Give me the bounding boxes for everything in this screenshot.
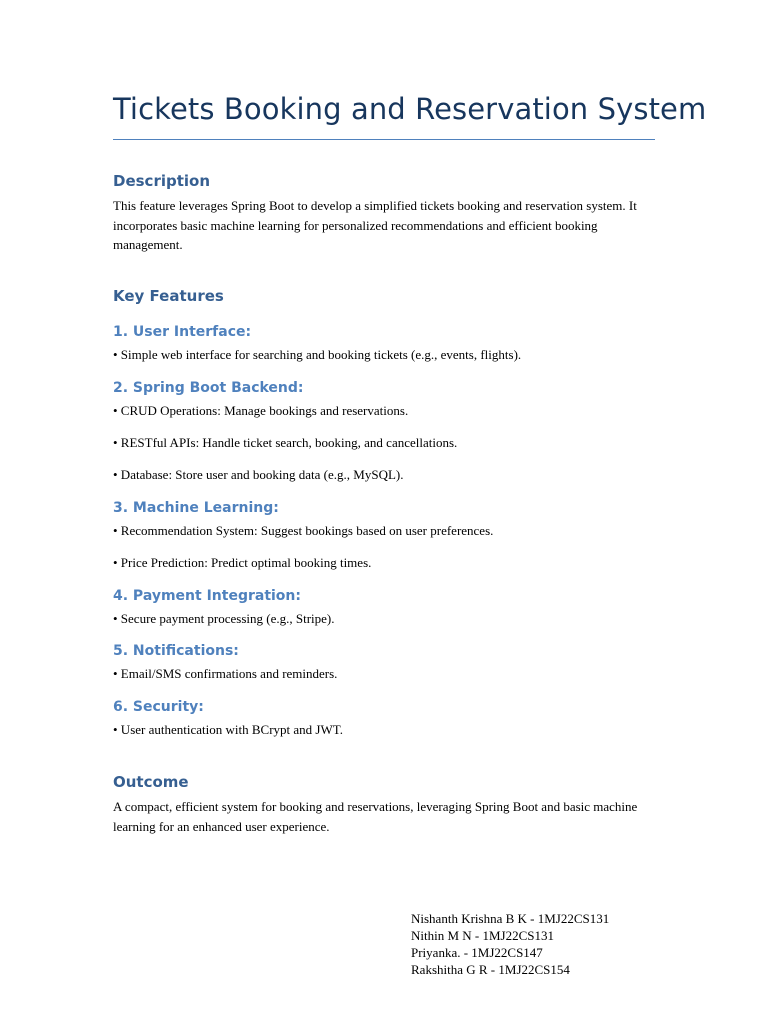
feature-bullet: • Email/SMS confirmations and reminders.	[113, 666, 338, 681]
key-features-heading: Key Features	[113, 287, 224, 305]
outcome-heading: Outcome	[113, 773, 189, 791]
description-text: This feature leverages Spring Boot to develop a simplified tickets booking and reservation system. It incorporates basic machine learning for personalized recommendations and efficient booking management.	[113, 198, 637, 252]
feature-heading-security: 6. Security:	[113, 699, 204, 715]
author-entry: Nithin M N - 1MJ22CS131	[411, 928, 555, 943]
document-title: Tickets Booking and Reservation System	[113, 92, 707, 126]
feature-bullet: • User authentication with BCrypt and JWT.	[113, 722, 343, 737]
feature-bullet: • Secure payment processing (e.g., Stripe).	[113, 611, 335, 626]
description-heading: Description	[113, 172, 211, 190]
title-underline	[113, 139, 655, 140]
feature-heading-user-interface: 1. User Interface:	[113, 324, 252, 340]
author-list	[411, 910, 609, 978]
outcome-text: A compact, efficient system for booking and reservations, leveraging Spring Boot and basic machine learning for an enhanced user experience.	[113, 799, 638, 834]
feature-bullet: • Price Prediction: Predict optimal booking times.	[113, 555, 372, 570]
feature-bullet: • Simple web interface for searching and booking tickets (e.g., events, flights).	[113, 347, 522, 362]
feature-bullet: • CRUD Operations: Manage bookings and reservations.	[113, 403, 409, 418]
author-entry: Priyanka. - 1MJ22CS147	[411, 945, 543, 960]
author-entry: Rakshitha G R - 1MJ22CS154	[411, 962, 570, 977]
feature-bullet: • Recommendation System: Suggest bookings based on user preferences.	[113, 523, 494, 538]
feature-heading-machine-learning: 3. Machine Learning:	[113, 500, 279, 516]
feature-heading-notifications: 5. Notifications:	[113, 643, 239, 659]
feature-heading-payment-integration: 4. Payment Integration:	[113, 588, 301, 604]
author-entry: Nishanth Krishna B K - 1MJ22CS131	[411, 911, 610, 926]
feature-heading-spring-boot-backend: 2. Spring Boot Backend:	[113, 380, 304, 396]
feature-bullet: • RESTful APIs: Handle ticket search, booking, and cancellations.	[113, 435, 458, 450]
feature-bullet: • Database: Store user and booking data (e.g., MySQL).	[113, 467, 404, 482]
